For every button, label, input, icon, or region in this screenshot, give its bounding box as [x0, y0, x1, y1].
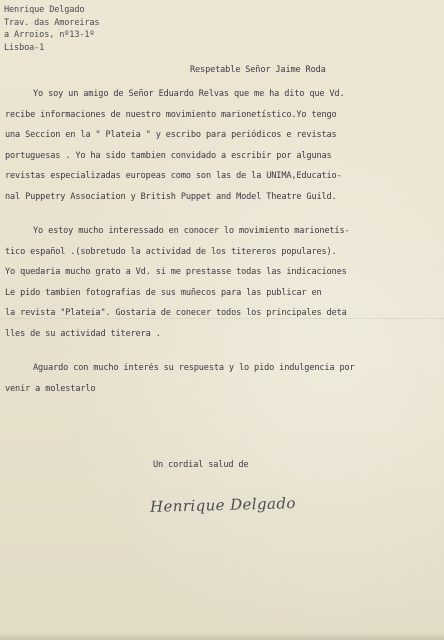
- body-line: recibe informaciones de nuestro movimiento marionetístico.Yo tengo: [5, 109, 337, 120]
- body-line: la revista "Plateia". Gostaria de conecer todos los principales deta: [5, 308, 347, 318]
- body-line: Yo soy un amigo de Señor Eduardo Relvas que me ha dito que Vd.: [33, 89, 345, 99]
- letter-body: [5, 84, 441, 399]
- paragraph-2: [5, 221, 441, 344]
- closing-line: Un cordial salud de: [153, 460, 249, 470]
- body-line: venir a molestarlo: [5, 383, 96, 394]
- body-line: nal Puppetry Association y British Puppet and Model Theatre Guild.: [5, 191, 337, 202]
- body-line: una Seccion en la " Plateia " y escribo para periódicos e revistas: [5, 130, 337, 140]
- body-line: Yo quedaria mucho grato a Vd. si me prestasse todas las indicaciones: [5, 267, 347, 277]
- paper-fold: [0, 318, 444, 319]
- paragraph-gap: [5, 344, 441, 358]
- sender-number: a Arroios, nº13-1º: [4, 30, 95, 40]
- paragraph-3: [5, 358, 441, 399]
- paper-edge: [0, 632, 444, 640]
- body-line: revistas especializadas europeas como son las de la UNIMA,Educatio-: [5, 171, 342, 181]
- sender-city: Lisboa-1: [4, 42, 45, 53]
- handwritten-signature: [150, 494, 296, 516]
- body-line: lles de su actividad titerera .: [5, 328, 161, 339]
- body-line: Aguardo con mucho interés su respuesta y lo pido indulgencia por: [33, 363, 355, 373]
- body-line: Yo estoy mucho interessado en conocer lo movimiento marionetís-: [33, 226, 350, 236]
- sender-name: Henrique Delgado: [4, 5, 85, 15]
- paragraph-1: [5, 84, 441, 207]
- salutation: Respetable Señor Jaime Roda: [190, 65, 326, 75]
- body-line: Le pido tambien fotografias de sus muñecos para las publicar en: [5, 287, 322, 298]
- sender-street: Trav. das Amoreiras: [4, 17, 100, 28]
- sender-address: [4, 4, 99, 54]
- paragraph-gap: [5, 207, 441, 221]
- body-line: portuguesas . Yo ha sido tambien convidado a escribir por algunas: [5, 150, 332, 161]
- signature-text: Henrique Delgado: [149, 494, 296, 516]
- body-line: tico español .(sobretudo la actividad de los titereros populares).: [5, 246, 337, 257]
